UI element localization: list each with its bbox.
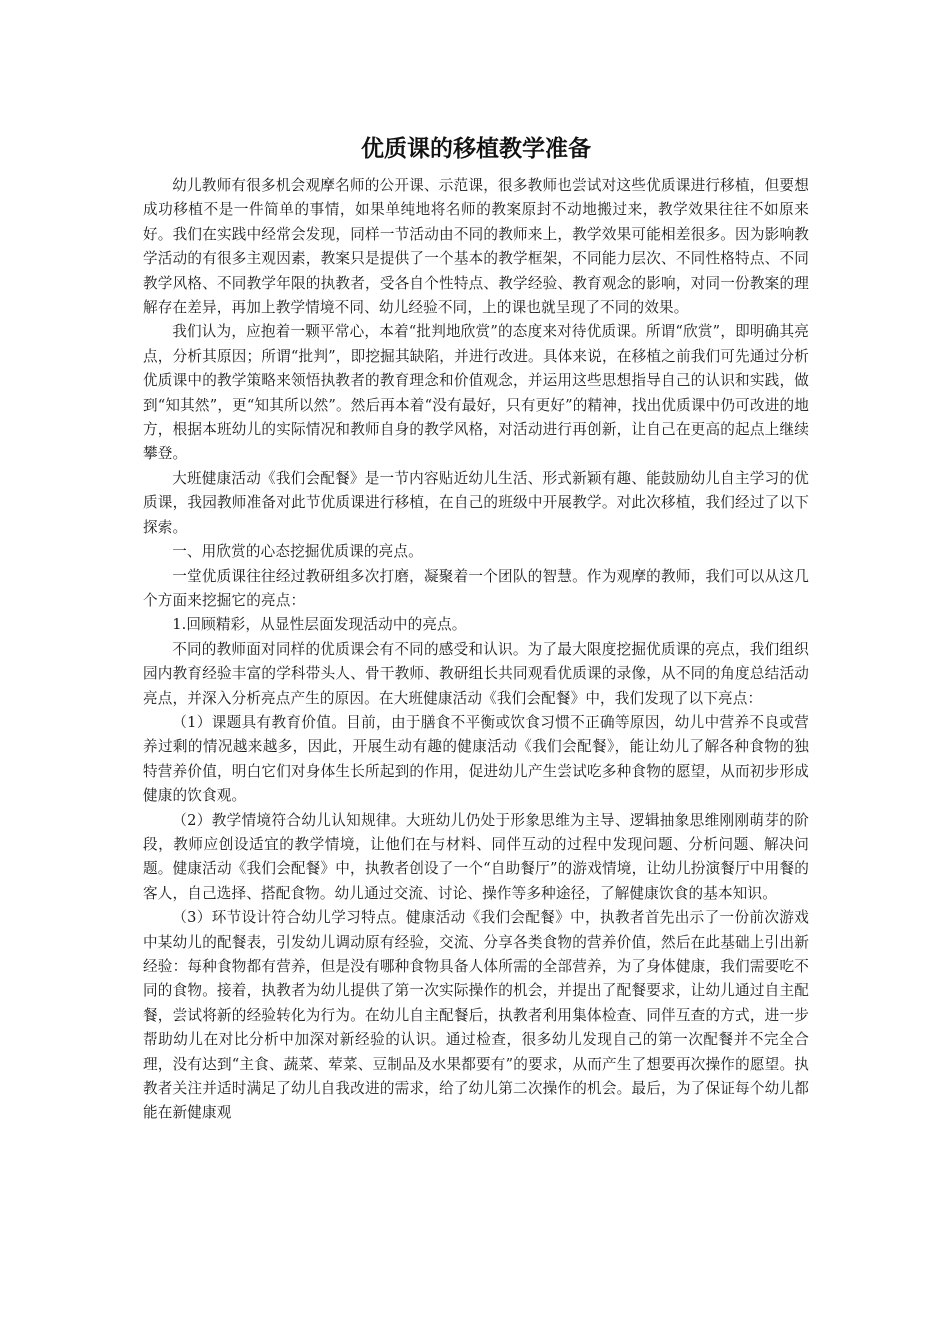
paragraph-point-2: （2）教学情境符合幼儿认知规律。大班幼儿仍处于形象思维为主导、逻辑抽象思维刚刚萌芽的阶段，教师应创设适宜的教学情境，让他们在与材料、同伴互动的过程中发现问题、分析问题、解决问题。健康活动《我们会配餐》中，执教者创设了一个“自助餐厅”的游戏情境，让幼儿扮演餐厅中用餐的客人，自己选择、搭配食物。幼儿通过交流、讨论、操作等多种途径，了解健康饮食的基本知识。 xyxy=(143,811,809,902)
paragraph-highlights: 不同的教师面对同样的优质课会有不同的感受和认识。为了最大限度挖掘优质课的亮点，我们组织园内教育经验丰富的学科带头人、骨干教师、教研组长共同观看优质课的录像，从不同的角度总结活动亮点，并深入分析亮点产生的原因。在大班健康活动《我们会配餐》中，我们发现了以下亮点： xyxy=(143,640,809,707)
document-title: 优质课的移植教学准备 xyxy=(361,136,591,162)
section-heading-1: 一、用欣赏的心态挖掘优质课的亮点。 xyxy=(172,543,423,561)
paragraph-section-1: 一堂优质课往往经过教研组多次打磨，凝聚着一个团队的智慧。作为观摩的教师，我们可以从这几个方面来挖掘它的亮点： xyxy=(143,567,809,609)
paragraph-intro: 幼儿教师有很多机会观摩名师的公开课、示范课，很多教师也尝试对这些优质课进行移植，但要想成功移植不是一件简单的事情，如果单纯地将名师的教案原封不动地搬过来，教学效果往往不如原来好。我们在实践中经常会发现，同样一节活动由不同的教师来上，教学效果可能相差很多。因为影响教学活动的有很多主观因素，教案只是提供了一个基本的教学框架，不同能力层次、不同性格特点、不同教学风格、不同教学年限的执教者，受各自个性特点、教学经验、教育观念的影响，对同一份教案的理解存在差异，再加上教学情境不同、幼儿经验不同，上的课也就呈现了不同的效果。 xyxy=(143,177,809,317)
paragraph-case: 大班健康活动《我们会配餐》是一节内容贴近幼儿生活、形式新颖有趣、能鼓励幼儿自主学习的优质课，我园教师准备对此节优质课进行移植，在自己的班级中开展教学。对此次移植，我们经过了以下探索。 xyxy=(143,469,809,536)
paragraph-point-3: （3）环节设计符合幼儿学习特点。健康活动《我们会配餐》中，执教者首先出示了一份前次游戏中某幼儿的配餐表，引发幼儿调动原有经验，交流、分享各类食物的营养价值，然后在此基础上引出新经验：每种食物都有营养，但是没有哪种食物具备人体所需的全部营养，为了身体健康，我们需要吃不同的食物。接着，执教者为幼儿提供了第一次实际操作的机会，并提出了配餐要求，让幼儿通过自主配餐，尝试将新的经验转化为行为。在幼儿自主配餐后，执教者利用集体检查、同伴互查的方式，进一步帮助幼儿在对比分析中加深对新经验的认识。通过检查，很多幼儿发现自己的第一次配餐并不完全合理，没有达到“主食、蔬菜、荤菜、豆制品及水果都要有”的要求，从而产生了想要再次操作的愿望。执教者关注并适时满足了幼儿自我改进的需求，给了幼儿第二次操作的机会。最后，为了保证每个幼儿都能在新健康观 xyxy=(143,909,809,1122)
paragraph-point-1: （1）课题具有教育价值。目前，由于膳食不平衡或饮食习惯不正确等原因，幼儿中营养不良或营养过剩的情况越来越多，因此，开展生动有趣的健康活动《我们会配餐》，能让幼儿了解各种食物的独特营养价值，明白它们对身体生长所起到的作用，促进幼儿产生尝试吃多种食物的愿望，从而初步形成健康的饮食观。 xyxy=(143,713,809,805)
subheading-1: 1.回顾精彩，从显性层面发现活动中的亮点。 xyxy=(172,616,467,634)
document-page xyxy=(143,132,809,1126)
paragraph-approach: 我们认为，应抱着一颗平常心，本着“批判地欣赏”的态度来对待优质课。所谓“欣赏”，即明确其亮点，分析其原因；所谓“批判”，即挖掘其缺陷，并进行改进。具体来说，在移植之前我们可先通过分析优质课中的教学策略来领悟执教者的教育理念和价值观念，并运用这些思想指导自己的认识和实践，做到“知其然”，更“知其所以然”。然后再本着“没有最好，只有更好”的精神，找出优质课中仍可改进的地方，根据本班幼儿的实际情况和教师自身的教学风格，对活动进行再创新，让自己在更高的起点上继续攀登。 xyxy=(143,323,809,463)
